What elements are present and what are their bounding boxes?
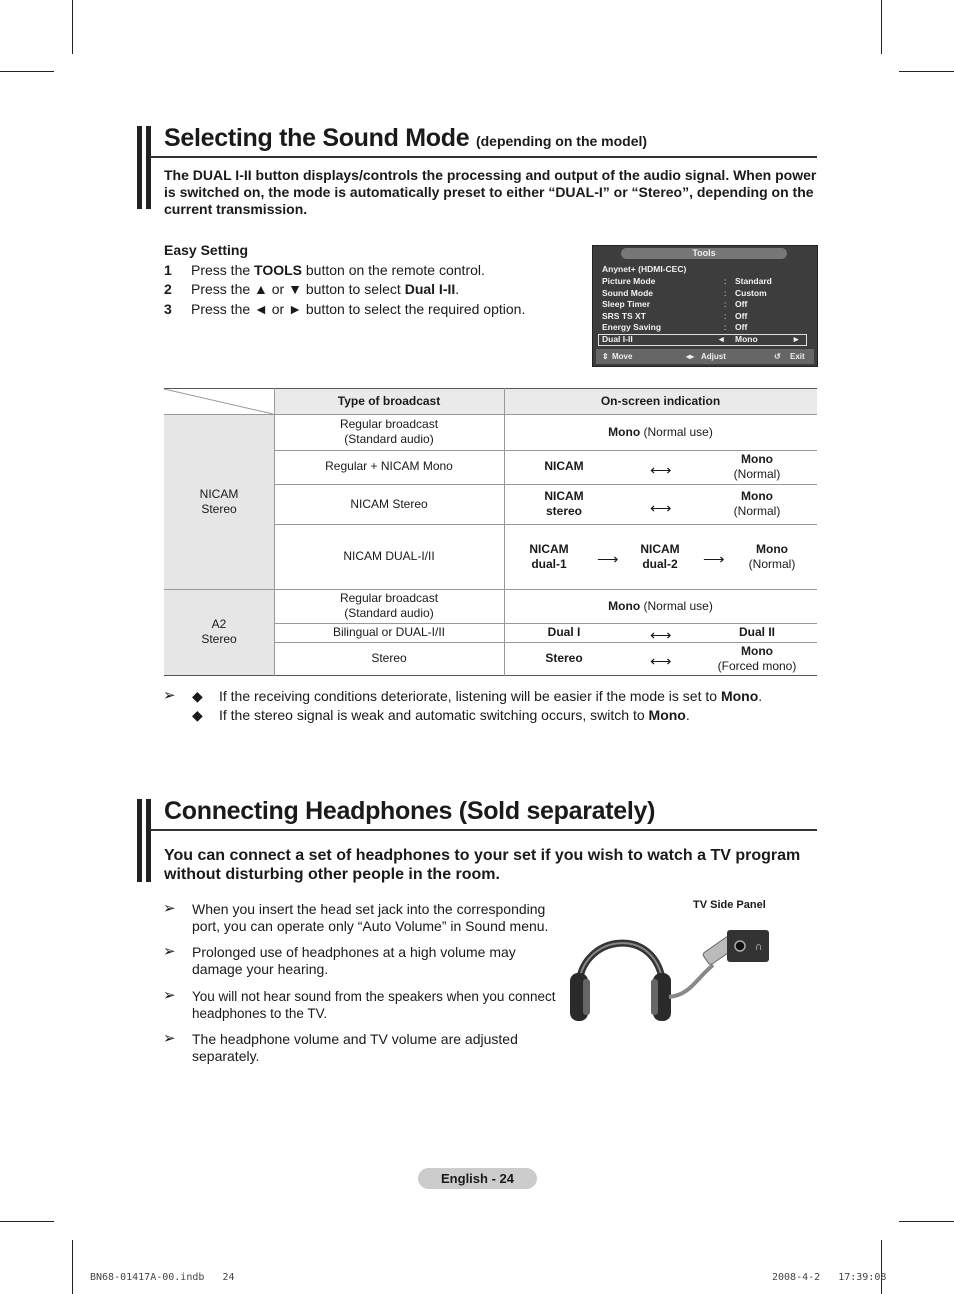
- osd-value: Off: [735, 322, 748, 332]
- osd-row: Sound Mode: [602, 288, 653, 298]
- step-item: 3 Press the ◄ or ► button to select the required option.: [164, 300, 526, 317]
- column-header: Type of broadcast: [337, 394, 441, 408]
- bidirectional-arrow-icon: ⟷: [650, 462, 672, 479]
- diamond-bullet-icon: ◆: [192, 688, 203, 704]
- osd-value: Off: [735, 299, 748, 309]
- indication-cell: Dual I: [547, 625, 581, 639]
- bidirectional-arrow-icon: ⟷: [650, 653, 672, 670]
- easy-setting-heading: Easy Setting: [164, 242, 249, 258]
- step-item: 2 Press the ▲ or ▼ button to select Dual I-II.: [164, 281, 460, 297]
- indication-cell: NICAM: [544, 459, 584, 473]
- group-label: A2 Stereo: [201, 617, 237, 646]
- page-number: English - 24: [418, 1168, 537, 1189]
- table-row: Regular broadcast (Standard audio): [339, 417, 439, 446]
- indication-cell: Dual II: [738, 625, 775, 639]
- table-row: NICAM DUAL-I/II: [343, 549, 435, 563]
- footer-date: 2008-4-2 17:39:08: [772, 1272, 887, 1283]
- table-row: Regular broadcast (Standard audio): [339, 591, 439, 620]
- table-corner-diagonal: [164, 388, 274, 415]
- indication-cell: Mono (Normal use): [608, 599, 713, 613]
- bidirectional-arrow-icon: ⟷: [650, 627, 672, 644]
- osd-value: Custom: [735, 288, 767, 298]
- title-note: (depending on the model): [475, 133, 648, 149]
- group-label: NICAM Stereo: [199, 487, 239, 516]
- indication-cell: Mono (Forced mono): [717, 644, 797, 673]
- broadcast-table: [164, 388, 817, 676]
- panel-label: TV Side Panel: [693, 899, 766, 911]
- osd-value: Mono: [735, 334, 758, 344]
- footer-file: BN68-01417A-00.indb 24: [90, 1272, 235, 1283]
- indication-cell: Stereo: [545, 651, 583, 665]
- right-arrow-icon: ⟶: [597, 551, 619, 568]
- adjust-icon: ◂▸: [686, 352, 695, 361]
- osd-value: Off: [735, 311, 748, 321]
- headphones-icon: [570, 943, 671, 1021]
- osd-row: SRS TS XT: [602, 311, 646, 321]
- title-rule: [150, 156, 817, 158]
- osd-footer: ⇕ Move ◂▸ Adjust ↺ Exit: [596, 349, 814, 364]
- osd-row: Picture Mode: [602, 276, 656, 286]
- tools-menu-title: Tools: [621, 248, 787, 259]
- osd-row: Dual I-II: [602, 334, 633, 344]
- indication-cell: Mono (Normal use): [608, 425, 713, 439]
- note-arrow-icon: ➢: [163, 987, 176, 1004]
- return-icon: ↺: [774, 352, 781, 361]
- indication-cell: Mono (Normal): [733, 452, 781, 481]
- note-arrow-icon: ➢: [163, 1030, 176, 1047]
- section-title: Connecting Headphones (Sold separately): [164, 797, 656, 825]
- indication-cell: NICAM dual-2: [640, 542, 680, 571]
- note-arrow-icon: ➢: [163, 943, 176, 960]
- tv-side-panel-icon: [727, 930, 769, 962]
- osd-row: Anynet+ (HDMI-CEC): [602, 264, 687, 274]
- osd-row: Energy Saving: [602, 322, 662, 332]
- left-arrow-icon: ◄: [717, 334, 726, 344]
- note-item: If the receiving conditions deteriorate, listening will be easier if the mode is set to Mono.: [219, 688, 763, 704]
- diamond-bullet-icon: ◆: [192, 707, 203, 723]
- indication-cell: Mono (Normal): [748, 542, 796, 571]
- intro-text: The DUAL I-II button displays/controls the processing and output of the audio signal. When power is switched on, the mode is automatically preset to either “DUAL-I” or “Stereo”, depending on the current transmission.: [164, 167, 817, 217]
- table-row: Bilingual or DUAL-I/II: [332, 625, 446, 639]
- indication-cell: NICAM dual-1: [529, 542, 569, 571]
- tools-menu-screenshot: Tools Anynet+ (HDMI-CEC) Picture Mode : Standard Sound Mode : Custom Sleep Timer : Off SRS TS XT : Off Energy Saving : Off Dual I-II ◄ Mono ► ⇕ Move ◂▸ Adjust ↺ Exit: [592, 245, 818, 367]
- move-icon: ⇕: [602, 352, 609, 361]
- title-rule: [150, 829, 817, 831]
- easy-setting: [164, 241, 525, 319]
- note-item: When you insert the head set jack into the corresponding port, you can operate only “Auto Volume” in Sound menu.: [192, 901, 549, 934]
- note-item: You will not hear sound from the speakers when you connect headphones to the TV.: [192, 989, 556, 1021]
- headphones-illustration: [565, 925, 775, 1030]
- bidirectional-arrow-icon: ⟷: [650, 500, 672, 517]
- indication-cell: Mono (Normal): [733, 489, 781, 518]
- note-item: The headphone volume and TV volume are adjusted separately.: [192, 1031, 518, 1064]
- osd-value: Standard: [735, 276, 772, 286]
- column-header: On-screen indication: [600, 394, 721, 408]
- page-title: Selecting the Sound Mode (depending on the model): [164, 124, 648, 152]
- table-row: Stereo: [371, 651, 407, 665]
- intro-text: You can connect a set of headphones to your set if you wish to watch a TV program without disturbing other people in the room.: [164, 847, 801, 883]
- osd-row: Sleep Timer: [602, 299, 651, 309]
- note-item: Prolonged use of headphones at a high volume may damage your hearing.: [192, 944, 516, 977]
- right-arrow-icon: ►: [792, 334, 801, 344]
- indication-cell: NICAM stereo: [544, 489, 584, 518]
- table-row: Regular + NICAM Mono: [325, 459, 453, 473]
- right-arrow-icon: ⟶: [703, 551, 725, 568]
- svg-text:∩: ∩: [755, 942, 763, 953]
- table-row: NICAM Stereo: [350, 497, 428, 511]
- note-item: If the stereo signal is weak and automatic switching occurs, switch to Mono.: [219, 707, 690, 723]
- note-arrow-icon: ➢: [163, 687, 176, 704]
- note-arrow-icon: ➢: [163, 900, 176, 917]
- step-item: 1 Press the TOOLS button on the remote control.: [164, 261, 485, 278]
